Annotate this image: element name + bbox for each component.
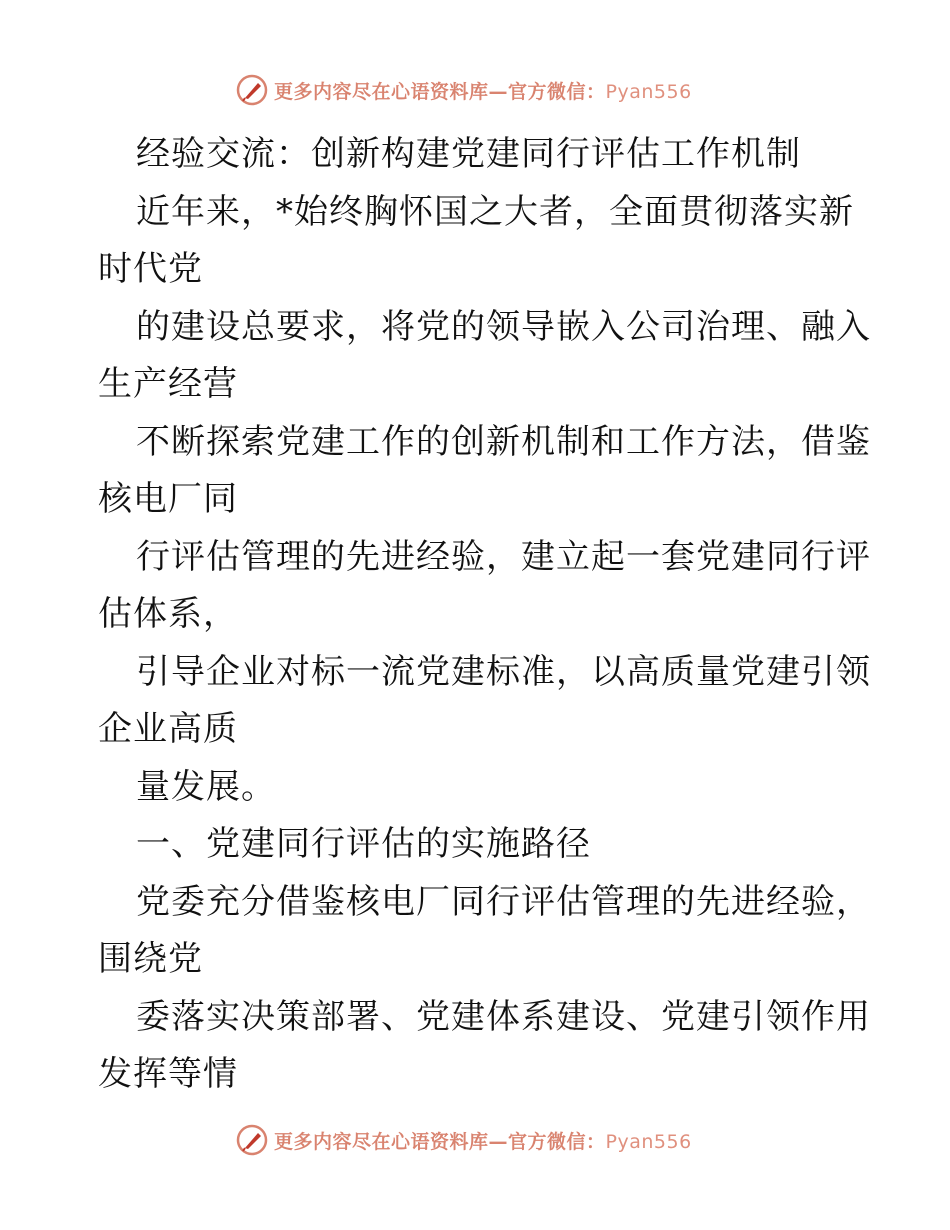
document-body xyxy=(98,126,871,1104)
footer-watermark xyxy=(236,1123,692,1157)
text-line: 发挥等情 xyxy=(98,1054,238,1094)
text-line: 估体系， xyxy=(98,594,238,634)
watermark-text: 更多内容尽在心语资料库—官方微信： xyxy=(274,1130,606,1153)
text-line: 经验交流：创新构建党建同行评估工作机制 xyxy=(136,134,801,174)
text-line: 核电厂同 xyxy=(98,479,238,519)
text-line: 一、党建同行评估的实施路径 xyxy=(136,824,591,864)
text-line: 委落实决策部署、党建体系建设、党建引领作用 xyxy=(136,996,871,1037)
text-line: 量发展。 xyxy=(136,766,276,807)
text-line: 企业高质 xyxy=(98,709,238,749)
text-line: 不断探索党建工作的创新机制和工作方法，借鉴 xyxy=(136,421,871,462)
text-line: 围绕党 xyxy=(98,939,203,979)
text-line: 引导企业对标一流党建标准，以高质量党建引领 xyxy=(136,651,871,692)
quill-logo-icon xyxy=(236,74,268,106)
text-line: 近年来，*始终胸怀国之大者，全面贯彻落实新 xyxy=(136,191,854,232)
watermark-text: 更多内容尽在心语资料库—官方微信： xyxy=(274,80,606,103)
text-line: 时代党 xyxy=(98,249,203,289)
quill-logo-icon xyxy=(236,1124,268,1156)
text-line: 党委充分借鉴核电厂同行评估管理的先进经验， xyxy=(136,881,871,922)
text-line: 的建设总要求，将党的领导嵌入公司治理、融入 xyxy=(136,306,871,347)
text-line: 生产经营 xyxy=(98,364,238,404)
header-watermark xyxy=(236,73,692,107)
watermark-account: Pyan556 xyxy=(605,1130,692,1153)
text-line: 行评估管理的先进经验，建立起一套党建同行评 xyxy=(136,536,871,577)
watermark-account: Pyan556 xyxy=(605,80,692,103)
